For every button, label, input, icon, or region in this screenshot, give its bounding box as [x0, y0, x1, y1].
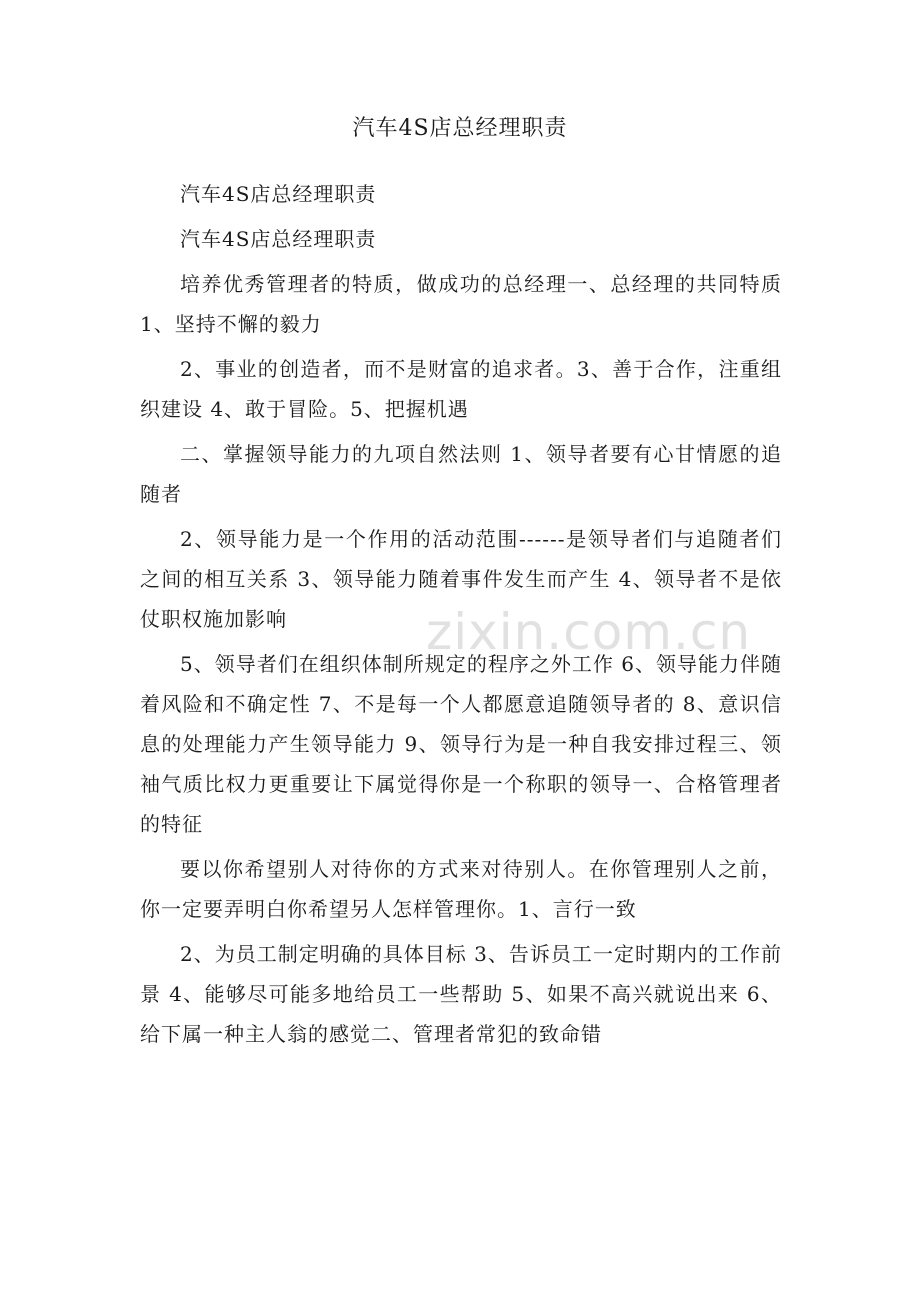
paragraph: 汽车4S店总经理职责	[180, 227, 377, 251]
paragraph: 5、领导者们在组织体制所规定的程序之外工作 6、领导能力伴随着风险和不确定性 7、不是每一个人都愿意追随领导者的 8、意识信息的处理能力产生领导能力 9、领导行为是一种自我安排过程三、领袖气质比权力更重要让下属觉得你是一个称职的领导一、合格管理者的特征	[140, 652, 782, 836]
paragraph: 汽车4S店总经理职责	[180, 182, 377, 206]
paragraph: 培养优秀管理者的特质，做成功的总经理一、总经理的共同特质 1、坚持不懈的毅力	[140, 272, 782, 336]
paragraph: 二、掌握领导能力的九项自然法则 1、领导者要有心甘情愿的追随者	[140, 442, 782, 506]
paragraph: 要以你希望别人对待你的方式来对待别人。在你管理别人之前，你一定要弄明白你希望另人怎样管理你。1、言行一致	[140, 857, 782, 921]
document-title: 汽车4S店总经理职责	[352, 116, 568, 141]
paragraph: 2、领导能力是一个作用的活动范围------是领导者们与追随者们之间的相互关系 3、领导能力随着事件发生而产生 4、领导者不是依仗职权施加影响	[140, 527, 782, 631]
paragraph: 2、事业的创造者，而不是财富的追求者。3、善于合作，注重组织建设 4、敢于冒险。5、把握机遇	[140, 357, 782, 421]
paragraph: 2、为员工制定明确的具体目标 3、告诉员工一定时期内的工作前景 4、能够尽可能多地给员工一些帮助 5、如果不高兴就说出来 6、给下属一种主人翁的感觉二、管理者常犯的致命错	[140, 942, 782, 1046]
document-body	[140, 174, 782, 1059]
watermark: zixin.com.cn	[426, 603, 752, 661]
